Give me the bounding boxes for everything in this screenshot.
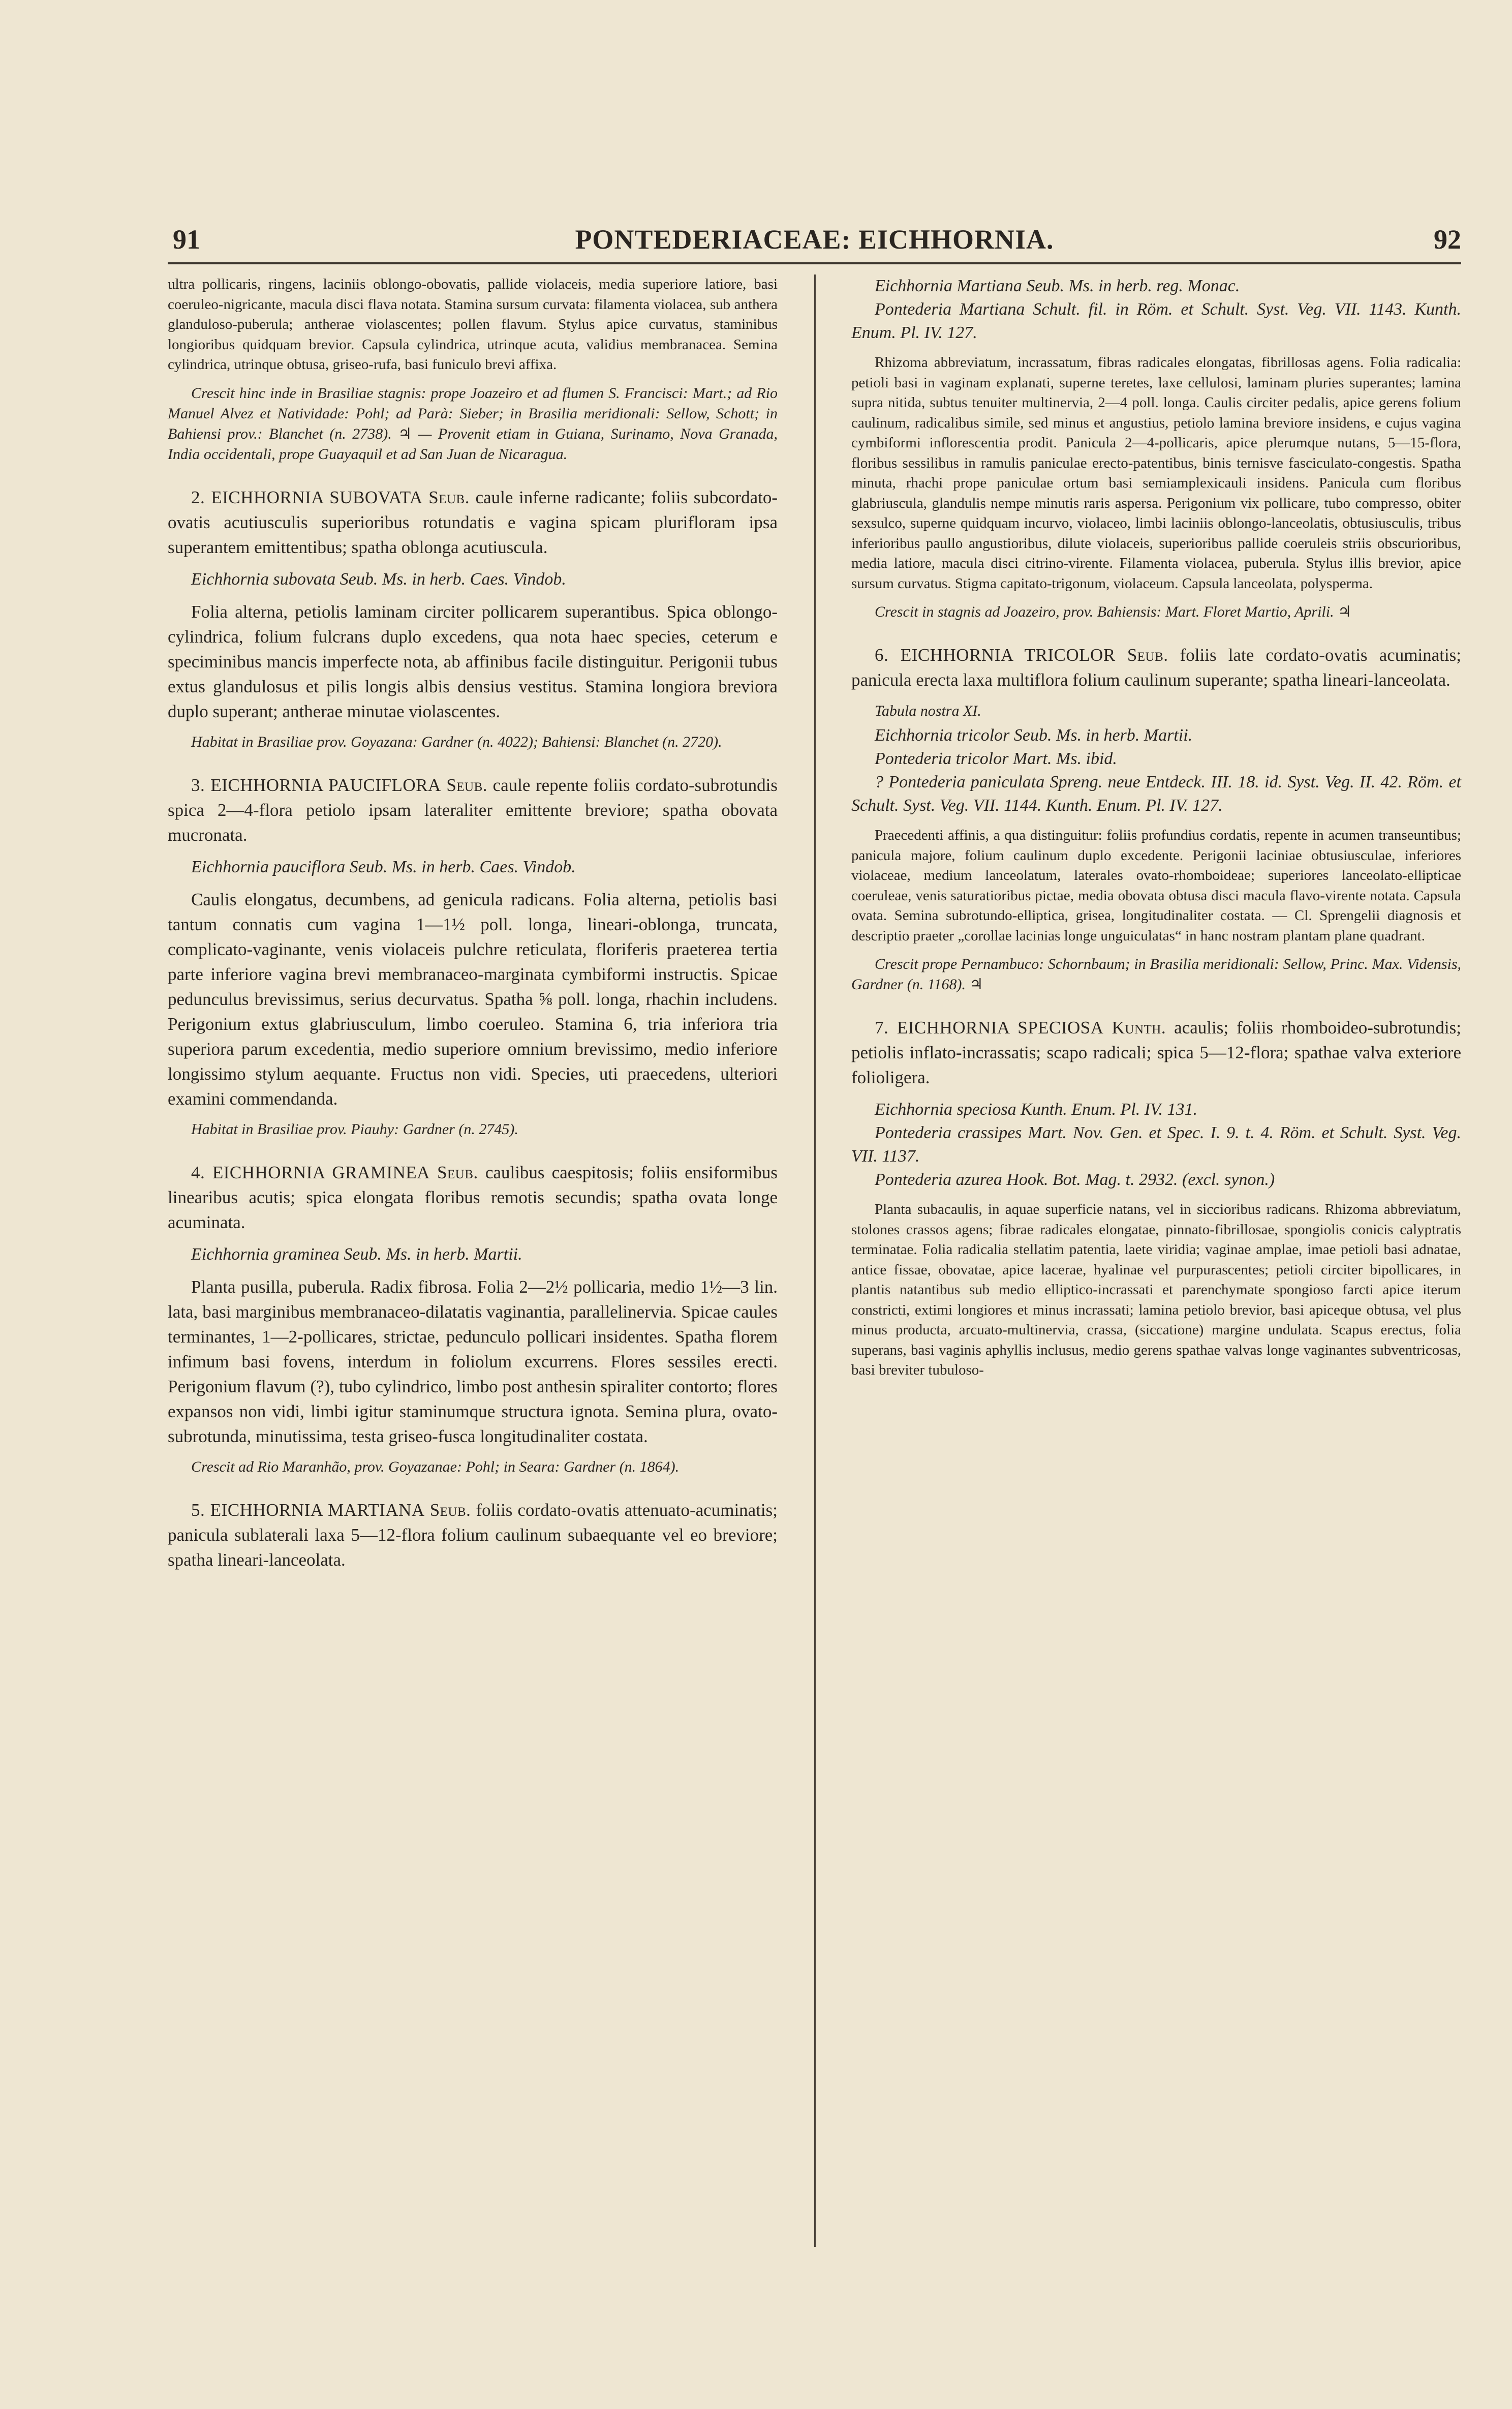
species-description: Planta pusilla, puberula. Radix fibrosa. Folia 2—2½ pollicaria, medio 1½—3 lin. lata, basi marginibus membranaceo-dilatatis vaginantia, parallelinervia. Spicae caules terminantes, 1—2-pollicares, strictae, pedunculo pollicari insidentes. Spatha florem infimum basi fovens, interdum in foliolum excurrens. Flores sessiles erecti. Perigonium flavum (?), tubo cylindrico, limbo post anthesin spiraliter contorto; flores expansos non vidi, limbi igitur staminumque structura ignota. Semina plura, ovato-subrotunda, minutissima, testa griseo-fusca longitudinaliter costata. xyxy=(168,1276,778,1446)
right-column xyxy=(851,275,1461,1381)
species-habitat: Crescit prope Pernambuco: Schornbaum; in Brasilia meridionali: Sellow, Princ. Max. Vidensis, Gardner (n. 1168). ♃ xyxy=(851,956,1461,993)
species-name: 5. EICHHORNIA MARTIANA xyxy=(191,1500,425,1520)
species-heading xyxy=(851,643,1461,692)
synonym: Eichhornia subovata Seub. Ms. in herb. Caes. Vindob. xyxy=(191,569,566,589)
species-author: Seub. xyxy=(437,1162,478,1182)
left-column xyxy=(168,275,778,1572)
species-description: Folia alterna, petiolis laminam circiter pollicarem superantibus. Spica oblongo-cylindrica, folium fulcrans duplo excedens, qua nota haec species, ceterum e speciminibus mancis imperfecte nota, ab affinibus facile distinguitur. Perigonii tubus extus glandulosus et pilis longis albis densius vestitus. Stamina longiora breviora duplo superant; antherae minutae violascentes. xyxy=(168,601,778,721)
running-header xyxy=(168,224,1461,259)
species-author: Seub. xyxy=(446,775,488,795)
species-name: 4. EICHHORNIA GRAMINEA xyxy=(191,1162,430,1182)
species-heading xyxy=(168,485,778,560)
species-author: Seub. xyxy=(1127,645,1168,665)
page-number-left: 91 xyxy=(173,224,200,255)
species-habitat: Habitat in Brasiliae prov. Piauhy: Gardner (n. 2745). xyxy=(191,1120,518,1138)
species-name: 6. EICHHORNIA TRICOLOR xyxy=(875,645,1116,665)
intro-description: ultra pollicaris, ringens, laciniis oblongo-obovatis, pallide violaceis, media superiore latiore, basi coeruleo-nigricante, macula disci flava notata. Stamina sursum curvata: filamenta violacea, sub anthera glanduloso-puberula; antherae violascentes; pollen flavum. Stylus apice curvatus, staminibus longioribus quidquam brevior. Capsula cylindrica, utrinque acuta, validius membranacea. Semina cylindrica, utrinque obtusa, griseo-rufa, basi funiculo brevi affixa. xyxy=(168,276,778,373)
synonym: Eichhornia graminea Seub. Ms. in herb. Martii. xyxy=(191,1244,522,1264)
species-habitat: Crescit ad Rio Maranhão, prov. Goyazanae: Pohl; in Seara: Gardner (n. 1864). xyxy=(191,1458,680,1475)
synonym: Eichhornia speciosa Kunth. Enum. Pl. IV. 131. xyxy=(875,1100,1197,1119)
species-author: Seub. xyxy=(429,1500,471,1520)
species-author: Kunth. xyxy=(1112,1018,1166,1038)
species-description: Planta subacaulis, in aquae superficie natans, vel in siccioribus radicans. Rhizoma abbreviatum, stolones crassos agens; fibrae radicales elongatae, pinnato-fibrillosae, spongiolis conicis calyptratis terminatae. Folia radicalia stellatim patentia, laete viridia; vaginae amplae, imae petioli basi adnatae, antice fissae, obovatae, apice lacerae, hyalinae vel purpurascentes; petioli circiter bipollicares, in plantis natantibus sub medio elliptico-incrassati et parenchymate spongioso farcti apice iterum constricti, extimi longiores et minus incrassati; lamina petiolo brevior, basi apiceque obtusa, vel plus minus producta, arcuato-multinervia, crassa, (siccatione) margine undulata. Scapus erectus, folia superans, basi vaginis aphyllis inclusus, medio gerens spathae valvas longe vaginantes subventricosas, basi breviter tubuloso- xyxy=(851,1201,1461,1378)
species-habitat: Crescit in stagnis ad Joazeiro, prov. Bahiensis: Mart. Floret Martio, Aprili. ♃ xyxy=(875,603,1351,620)
synonym: Pontederia Martiana Schult. fil. in Röm. et Schult. Syst. Veg. VII. 1143. Kunth. Enum. Pl. IV. 127. xyxy=(851,300,1461,342)
species-4 xyxy=(168,1160,778,1477)
species-diagnosis: caule inferne radicante; foliis subcordato-ovatis acutiusculis superioribus rotundatis e vagina spicam plurifloram ipsa superantem emittentibus; spatha oblonga acutiuscula. xyxy=(168,487,778,557)
synonym: Eichhornia tricolor Seub. Ms. in herb. Martii. xyxy=(875,726,1193,745)
synonym: Pontederia azurea Hook. Bot. Mag. t. 2932. (excl. synon.) xyxy=(875,1170,1275,1189)
synonym: Pontederia crassipes Mart. Nov. Gen. et Spec. I. 9. t. 4. Röm. et Schult. Syst. Veg. VII. 1137. xyxy=(851,1123,1461,1166)
intro-habitat: Crescit hinc inde in Brasiliae stagnis: prope Joazeiro et ad flumen S. Francisci: Mart.; ad Rio Manuel Alvez et Natividade: Pohl; ad Parà: Sieber; in Brasilia meridionali: Sellow, Schott; in Bahiensi prov.: Blanchet (n. 2738). ♃ — Provenit etiam in Guiana, Surinamo, Nova Granada, India occidentali, prope Guayaquil et ad San Juan de Nicaragua. xyxy=(168,384,778,463)
species-2 xyxy=(168,485,778,752)
species-3 xyxy=(168,773,778,1140)
species-7 xyxy=(851,1015,1461,1381)
species-author: Seub. xyxy=(428,487,470,507)
species-description: Rhizoma abbreviatum, incrassatum, fibras radicales elongatas, fibrillosas agens. Folia radicalia: petioli basi in vaginam explanati, superne teretes, laxe cellulosi, laminam pluries superantes; lamina supra nitida, subtus tenuiter multinervia, 2—4 poll. longa. Caulis circiter pedalis, apice gerens folium caulinum, radicalibus simile, sed minus et angustius, petiolo lamina breviore insidens, e cujus vagina cymbiformi inflorescentia prodit. Panicula 2—4-pollicaris, apice plerumque nutans, 5—15-flora, floribus sessilibus in ramulis paniculae erecto-patentibus, binis ternisve fasciculato-congestis. Spatha minuta, rhachi prope paniculae ortum basi semiamplexicauli insidens. Panicula cum floribus glabriuscula, glandulis nempe minutis raris aspersa. Perigonium vix pollicare, tubo compresso, obiter sexsulco, superne quidquam incurvo, violaceo, limbi laciniis oblongo-lanceolatis, obtusiusculis, tribus inferioribus paullo angustioribus, dilute violaceis, superioribus pallide coeruleis striis obscurioribus, media latiore, macula disci citrino-virente. Filamenta violacea, puberula. Stylus illis brevior, apice sursum curvatus. Stigma capitato-trigonum, violaceum. Capsula lanceolata, polysperma. xyxy=(851,354,1461,592)
running-title: PONTEDERIACEAE: EICHHORNIA. xyxy=(575,224,1054,255)
species-diagnosis: foliis cordato-ovatis attenuato-acuminatis; panicula sublaterali laxa 5—12-flora folium caulinum subaequante vel eo breviore; spatha lineari-lanceolata. xyxy=(168,1500,778,1570)
synonym: Eichhornia Martiana Seub. Ms. in herb. reg. Monac. xyxy=(875,277,1240,295)
species-diagnosis: foliis late cordato-ovatis acuminatis; panicula erecta laxa multiflora folium caulinum superante; spatha lineari-lanceolata. xyxy=(851,645,1462,690)
species-5-heading-block xyxy=(168,1498,778,1572)
species-diagnosis: acaulis; foliis rhomboideo-subrotundis; petiolis inflato-incrassatis; scapo radicali; spica 5—12-flora; spathae valva exteriore folioligera. xyxy=(851,1018,1462,1087)
synonym: Pontederia tricolor Mart. Ms. ibid. xyxy=(875,749,1117,768)
species-heading xyxy=(851,1015,1461,1090)
species-6 xyxy=(851,643,1461,995)
synonym: Eichhornia pauciflora Seub. Ms. in herb. Caes. Vindob. xyxy=(191,857,576,876)
species-diagnosis: caule repente foliis cordato-subrotundis spica 2—4-flora petiolo ipsam lateraliter emittente breviore; spatha obovata mucronata. xyxy=(168,775,778,845)
page-number-right: 92 xyxy=(1434,224,1461,255)
species-description: Caulis elongatus, decumbens, ad genicula radicans. Folia alterna, petiolis basi tantum connatis cum vagina 1—1½ poll. longa, lineari-oblonga, truncata, complicato-vaginante, venis violaceis pulchre reticulata, floriferis praeterea tertia parte inferiore vagina brevi membranaceo-marginata cymbiformi instructis. Spicae pedunculus brevissimus, serius decurvatus. Spatha ⅝ poll. longa, rhachin includens. Perigonium extus glabriusculum, limbo coeruleo. Stamina 6, tria inferiora tria superiora parum excedentia, medio superiore omnium brevissimo, medio inferiore longissimo stylum aequante. Fructus non vidi. Species, uti praecedens, ulteriori examini commendanda. xyxy=(168,889,778,1109)
species-heading xyxy=(168,773,778,847)
species-name: 7. EICHHORNIA SPECIOSA xyxy=(875,1018,1104,1038)
species-diagnosis: caulibus caespitosis; foliis ensiformibus linearibus acutis; spica elongata floribus remotis secundis; spatha ovata longe acuminata. xyxy=(168,1162,778,1232)
header-rule xyxy=(168,262,1461,264)
species-heading xyxy=(168,1160,778,1235)
page xyxy=(168,224,1461,2257)
species-description: Praecedenti affinis, a qua distinguitur: foliis profundius cordatis, repente in acumen transeuntibus; panicula majore, folium caulinum duplo excedente. Perigonii laciniae obtusiusculae, inferiores violaceae, medium lanceolatum, laterales ovato-rhomboideae; superiores lanceolato-ellipticae coeruleae, venis saturatioribus pictae, media obovata obtusa disci macula flavo-virente notata. Capsula ovata. Semina subrotundo-elliptica, grisea, longitudinaliter costata. — Cl. Sprengelii diagnosis et descriptio praeter „corollae lacinias longe unguiculatas“ in hanc nostram plantam plane quadrant. xyxy=(851,827,1461,944)
species-habitat: Habitat in Brasiliae prov. Goyazana: Gardner (n. 4022); Bahiensi: Blanchet (n. 2720). xyxy=(191,733,722,750)
synonym: ? Pontederia paniculata Spreng. neue Entdeck. III. 18. id. Syst. Veg. II. 42. Röm. et Schult. Syst. Veg. VII. 1144. Kunth. Enum. Pl. IV. 127. xyxy=(851,773,1461,815)
species-heading xyxy=(168,1498,778,1572)
plate-reference: Tabula nostra XI. xyxy=(875,703,981,719)
column-divider xyxy=(814,275,816,2247)
species-name: 3. EICHHORNIA PAUCIFLORA xyxy=(191,775,441,795)
species-name: 2. EICHHORNIA SUBOVATA xyxy=(191,487,423,507)
